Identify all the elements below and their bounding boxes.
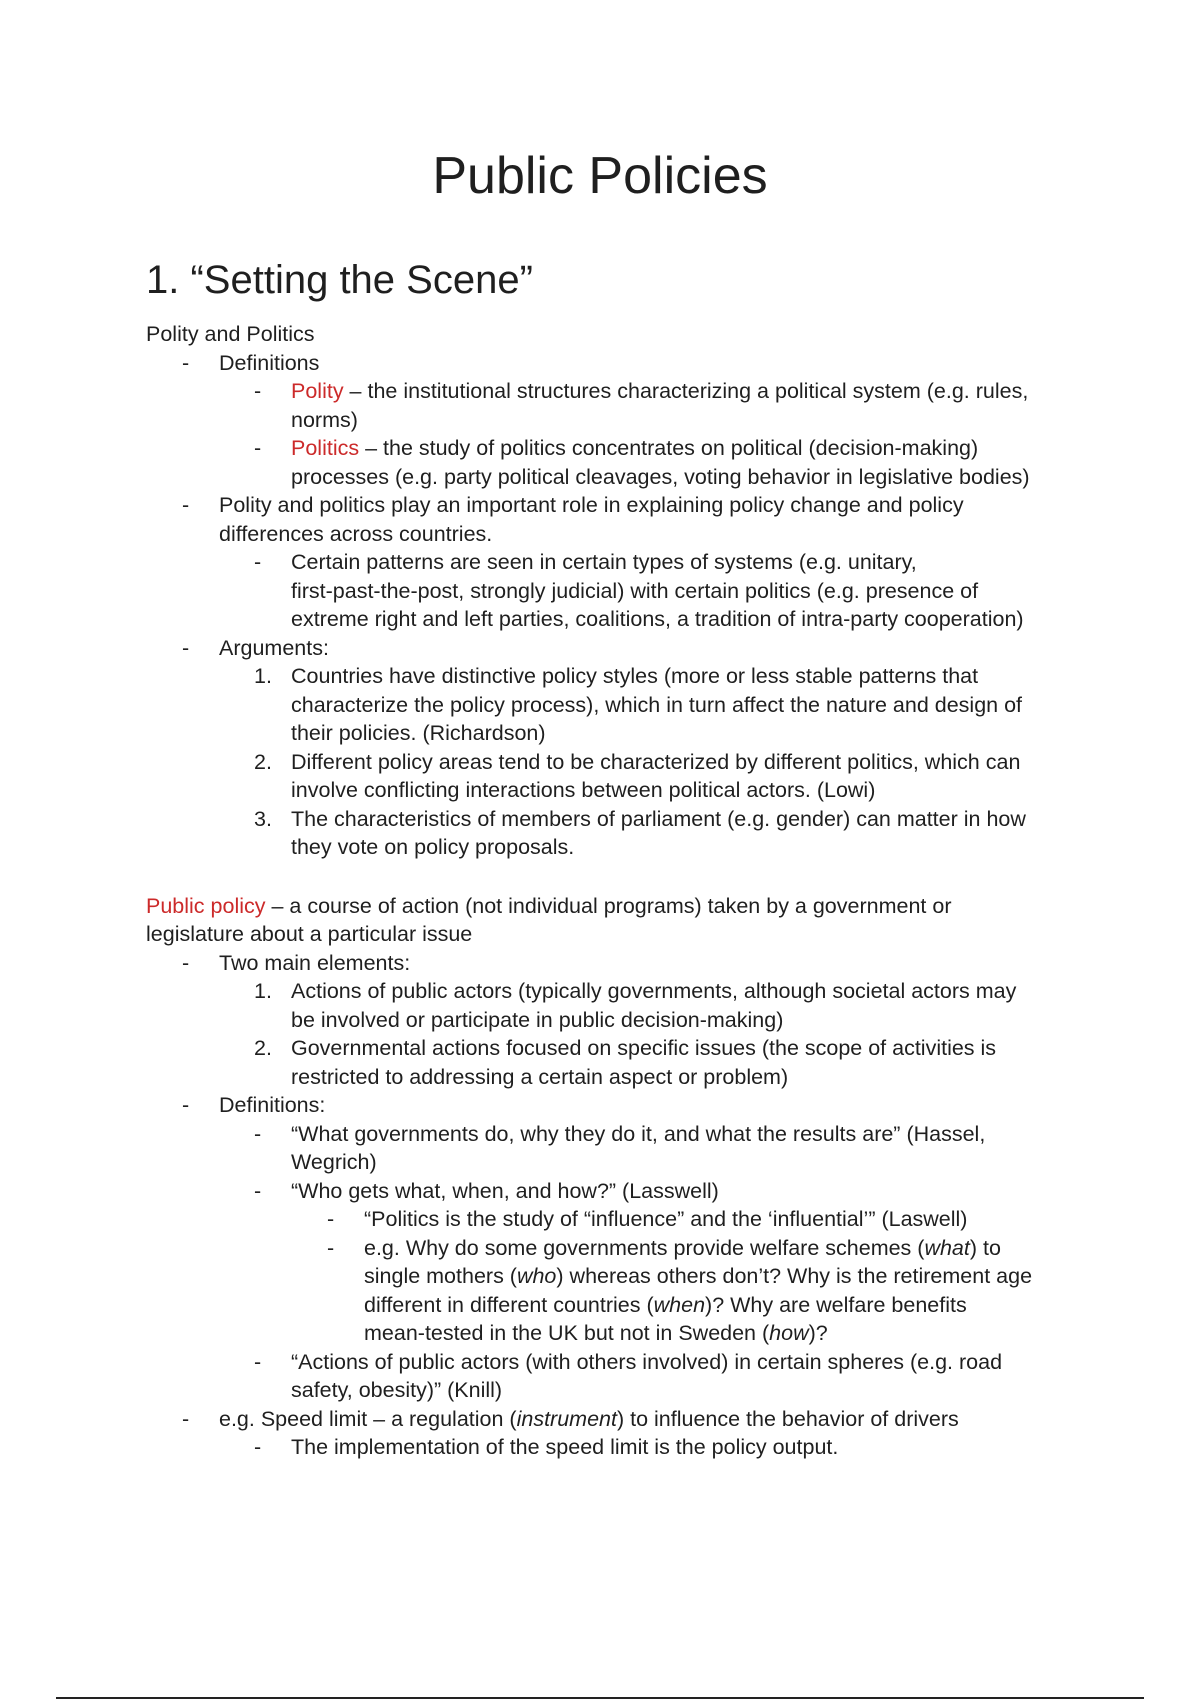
list-item: - The implementation of the speed limit is the policy output. <box>146 1433 1066 1462</box>
document-body <box>146 320 1066 1462</box>
list-item-continuation: extreme right and left parties, coalitions, a tradition of intra-party cooperation) <box>291 607 1024 631</box>
bullet: - <box>182 950 190 975</box>
term-politics: Politics <box>291 436 360 460</box>
list-item-continuation: different in different countries (when)? Why are welfare benefits <box>364 1292 967 1317</box>
numbered-item-continuation: be involved or participate in public decision-making) <box>291 1007 784 1032</box>
bullet: - <box>327 1235 335 1260</box>
bullet: - <box>182 635 190 660</box>
bullet: - <box>254 379 262 403</box>
bullet: - <box>182 493 190 517</box>
bullet: - <box>182 350 190 375</box>
numbered-item-continuation: they vote on policy proposals. <box>291 835 575 859</box>
numbered-item: 3. The characteristics of members of parliament (e.g. gender) can matter in how <box>254 806 1026 831</box>
numbered-item: 2. Governmental actions focused on specific issues (the scope of activities is <box>254 1036 997 1060</box>
bullet: - <box>254 1435 262 1459</box>
public-policy-definition: Public policy – a course of action (not individual programs) taken by a government or <box>146 893 952 918</box>
bullet: - <box>254 436 262 460</box>
bullet: - <box>254 1178 262 1203</box>
bullet: - <box>182 1093 190 1117</box>
bullet: - <box>254 1121 262 1146</box>
list-item: - Definitions: <box>146 1091 1066 1120</box>
numbered-item-continuation: restricted to addressing a certain aspect or problem) <box>291 1064 789 1089</box>
term-polity: Polity <box>291 379 344 403</box>
public-policy-definition-continuation: legislature about a particular issue <box>146 922 473 946</box>
bullet: - <box>182 1406 190 1431</box>
list-item: - Two main elements: <box>146 949 1066 978</box>
numbered-item-continuation: their policies. (Richardson) <box>291 721 546 745</box>
list-item-continuation: differences across countries. <box>219 521 493 546</box>
list-item: - e.g. Why do some governments provide welfare schemes (what) to <box>146 1234 1066 1263</box>
list-item: - Definitions <box>146 349 1066 378</box>
numbered-item-continuation: characterize the policy process), which in turn affect the nature and design of <box>291 692 1023 717</box>
term-public-policy: Public policy <box>146 893 266 918</box>
bullet: - <box>327 1207 335 1231</box>
list-item: - Polity – the institutional structures characterizing a political system (e.g. rules, <box>146 377 1066 406</box>
bullet: - <box>254 550 262 574</box>
document-title: Public Policies <box>432 147 768 205</box>
numbered-item-continuation: involve conflicting interactions between political actors. (Lowi) <box>291 778 876 802</box>
list-item: - Politics – the study of politics concentrates on political (decision-making) <box>146 434 1066 463</box>
numbered-item: 1. Countries have distinctive policy styles (more or less stable patterns that <box>254 664 979 688</box>
list-item-continuation: safety, obesity)” (Knill) <box>291 1378 503 1402</box>
list-item: - “Who gets what, when, and how?” (Lasswell) <box>146 1177 1066 1206</box>
list-item: - “What governments do, why they do it, and what the results are” (Hassel, <box>146 1120 1066 1149</box>
list-item-continuation: single mothers (who) whereas others don’t? Why is the retirement age <box>364 1264 1033 1288</box>
list-item-continuation: first-past-the-post, strongly judicial) with certain politics (e.g. presence of <box>291 578 979 603</box>
footer-divider <box>56 1697 1144 1699</box>
list-item: - Arguments: <box>146 634 1066 663</box>
paragraph-spacer <box>146 862 1066 892</box>
list-item-continuation: Wegrich) <box>291 1150 377 1174</box>
list-item: - “Politics is the study of “influence” and the ‘influential’” (Laswell) <box>146 1205 1066 1234</box>
list-item: - Polity and politics play an important role in explaining policy change and policy <box>146 491 1066 520</box>
section-heading: 1. “Setting the Scene” <box>146 258 533 302</box>
list-item-continuation: mean-tested in the UK but not in Sweden (how)? <box>364 1321 828 1345</box>
list-item: - e.g. Speed limit – a regulation (instrument) to influence the behavior of drivers <box>146 1405 1066 1434</box>
numbered-item: 1. Actions of public actors (typically governments, although societal actors may <box>254 979 1017 1003</box>
bullet: - <box>254 1349 262 1374</box>
numbered-item: 2. Different policy areas tend to be characterized by different politics, which can <box>254 749 1021 774</box>
list-item: - “Actions of public actors (with others involved) in certain spheres (e.g. road <box>146 1348 1066 1377</box>
list-item-continuation: processes (e.g. party political cleavages, voting behavior in legislative bodies) <box>291 464 1030 489</box>
list-item-continuation: norms) <box>291 407 358 432</box>
list-item: - Certain patterns are seen in certain types of systems (e.g. unitary, <box>146 548 1066 577</box>
polity-politics-heading: Polity and Politics <box>146 322 315 346</box>
